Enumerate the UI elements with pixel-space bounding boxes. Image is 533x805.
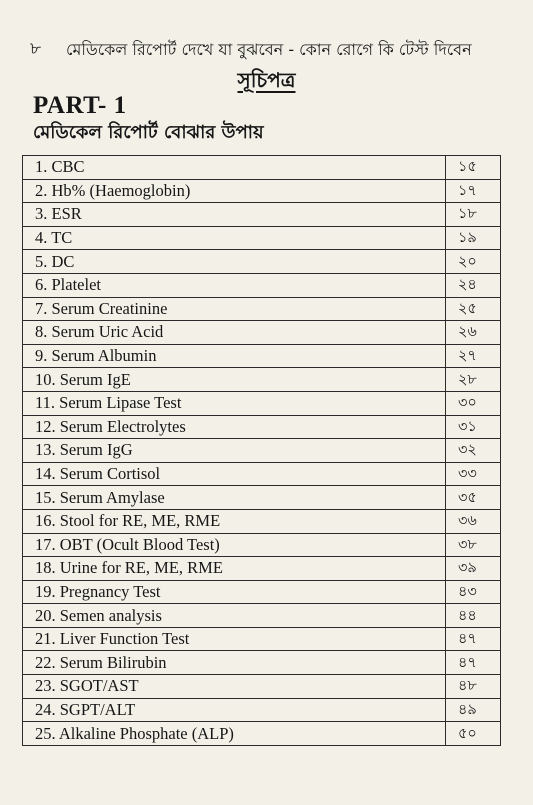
toc-row	[23, 627, 501, 651]
toc-row	[23, 604, 501, 628]
toc-entry-label: 14. Serum Cortisol	[23, 462, 446, 486]
toc-row	[23, 722, 501, 746]
page-number: ৮	[30, 39, 42, 59]
toc-row	[23, 156, 501, 180]
toc-entry-page: ৪৮	[446, 675, 501, 699]
running-title: মেডিকেল রিপোর্ট দেখে যা বুঝবেন - কোন রোগে কি টেস্ট দিবেন	[66, 39, 472, 59]
toc-entry-page: ৪৭	[446, 627, 501, 651]
toc-row	[23, 486, 501, 510]
toc-title: সূচিপত্র	[237, 68, 296, 92]
toc-entry-label: 25. Alkaline Phosphate (ALP)	[23, 722, 446, 746]
toc-entry-label: 21. Liver Function Test	[23, 627, 446, 651]
toc-entry-page: ৩১	[446, 415, 501, 439]
toc-row	[23, 391, 501, 415]
toc-entry-page: ১৮	[446, 203, 501, 227]
toc-entry-page: ৩৬	[446, 509, 501, 533]
toc-entry-label: 3. ESR	[23, 203, 446, 227]
toc-entry-page: ৩৩	[446, 462, 501, 486]
toc-entry-label: 5. DC	[23, 250, 446, 274]
toc-entry-label: 2. Hb% (Haemoglobin)	[23, 179, 446, 203]
toc-entry-label: 10. Serum IgE	[23, 368, 446, 392]
toc-row	[23, 250, 501, 274]
toc-entry-page: ২৮	[446, 368, 501, 392]
toc-row	[23, 509, 501, 533]
toc-entry-label: 11. Serum Lipase Test	[23, 391, 446, 415]
toc-row	[23, 321, 501, 345]
toc-entry-label: 9. Serum Albumin	[23, 344, 446, 368]
toc-row	[23, 557, 501, 581]
toc-row	[23, 698, 501, 722]
toc-entry-label: 12. Serum Electrolytes	[23, 415, 446, 439]
part-subtitle: মেডিকেল রিপোর্ট বোঝার উপায়	[33, 122, 264, 143]
toc-entry-label: 1. CBC	[23, 156, 446, 180]
toc-entry-page: ২০	[446, 250, 501, 274]
toc-row	[23, 651, 501, 675]
toc-row	[23, 179, 501, 203]
toc-row	[23, 203, 501, 227]
toc-entry-label: 23. SGOT/AST	[23, 675, 446, 699]
toc-body	[23, 156, 501, 746]
toc-entry-label: 8. Serum Uric Acid	[23, 321, 446, 345]
toc-entry-label: 15. Serum Amylase	[23, 486, 446, 510]
toc-entry-page: ৩৯	[446, 557, 501, 581]
toc-entry-label: 7. Serum Creatinine	[23, 297, 446, 321]
toc-entry-label: 16. Stool for RE, ME, RME	[23, 509, 446, 533]
toc-entry-label: 24. SGPT/ALT	[23, 698, 446, 722]
toc-entry-page: ৪৪	[446, 604, 501, 628]
toc-row	[23, 273, 501, 297]
toc-entry-label: 22. Serum Bilirubin	[23, 651, 446, 675]
toc-entry-page: ৩২	[446, 439, 501, 463]
toc-entry-page: ২৫	[446, 297, 501, 321]
toc-entry-page: ৫০	[446, 722, 501, 746]
toc-entry-page: ১৫	[446, 156, 501, 180]
toc-entry-page: ৩৫	[446, 486, 501, 510]
toc-entry-page: ৩০	[446, 391, 501, 415]
toc-row	[23, 344, 501, 368]
toc-entry-label: 4. TC	[23, 226, 446, 250]
toc-entry-label: 6. Platelet	[23, 273, 446, 297]
toc-entry-page: ১৭	[446, 179, 501, 203]
toc-row	[23, 297, 501, 321]
toc-row	[23, 533, 501, 557]
toc-row	[23, 675, 501, 699]
toc-entry-label: 20. Semen analysis	[23, 604, 446, 628]
toc-entry-page: ৩৮	[446, 533, 501, 557]
toc-entry-label: 19. Pregnancy Test	[23, 580, 446, 604]
toc-entry-page: ২৬	[446, 321, 501, 345]
toc-entry-page: ৪৯	[446, 698, 501, 722]
toc-row	[23, 439, 501, 463]
toc-entry-label: 18. Urine for RE, ME, RME	[23, 557, 446, 581]
toc-row	[23, 580, 501, 604]
toc-entry-page: ৪৭	[446, 651, 501, 675]
toc-entry-page: ২৪	[446, 273, 501, 297]
toc-entry-label: 13. Serum IgG	[23, 439, 446, 463]
toc-row	[23, 462, 501, 486]
toc-row	[23, 368, 501, 392]
part-title: PART- 1	[33, 92, 127, 119]
toc-row	[23, 415, 501, 439]
toc-entry-page: ২৭	[446, 344, 501, 368]
running-header	[30, 36, 510, 64]
toc-row	[23, 226, 501, 250]
toc-entry-label: 17. OBT (Ocult Blood Test)	[23, 533, 446, 557]
toc-entry-page: ৪৩	[446, 580, 501, 604]
toc-entry-page: ১৯	[446, 226, 501, 250]
toc-table	[22, 155, 501, 746]
